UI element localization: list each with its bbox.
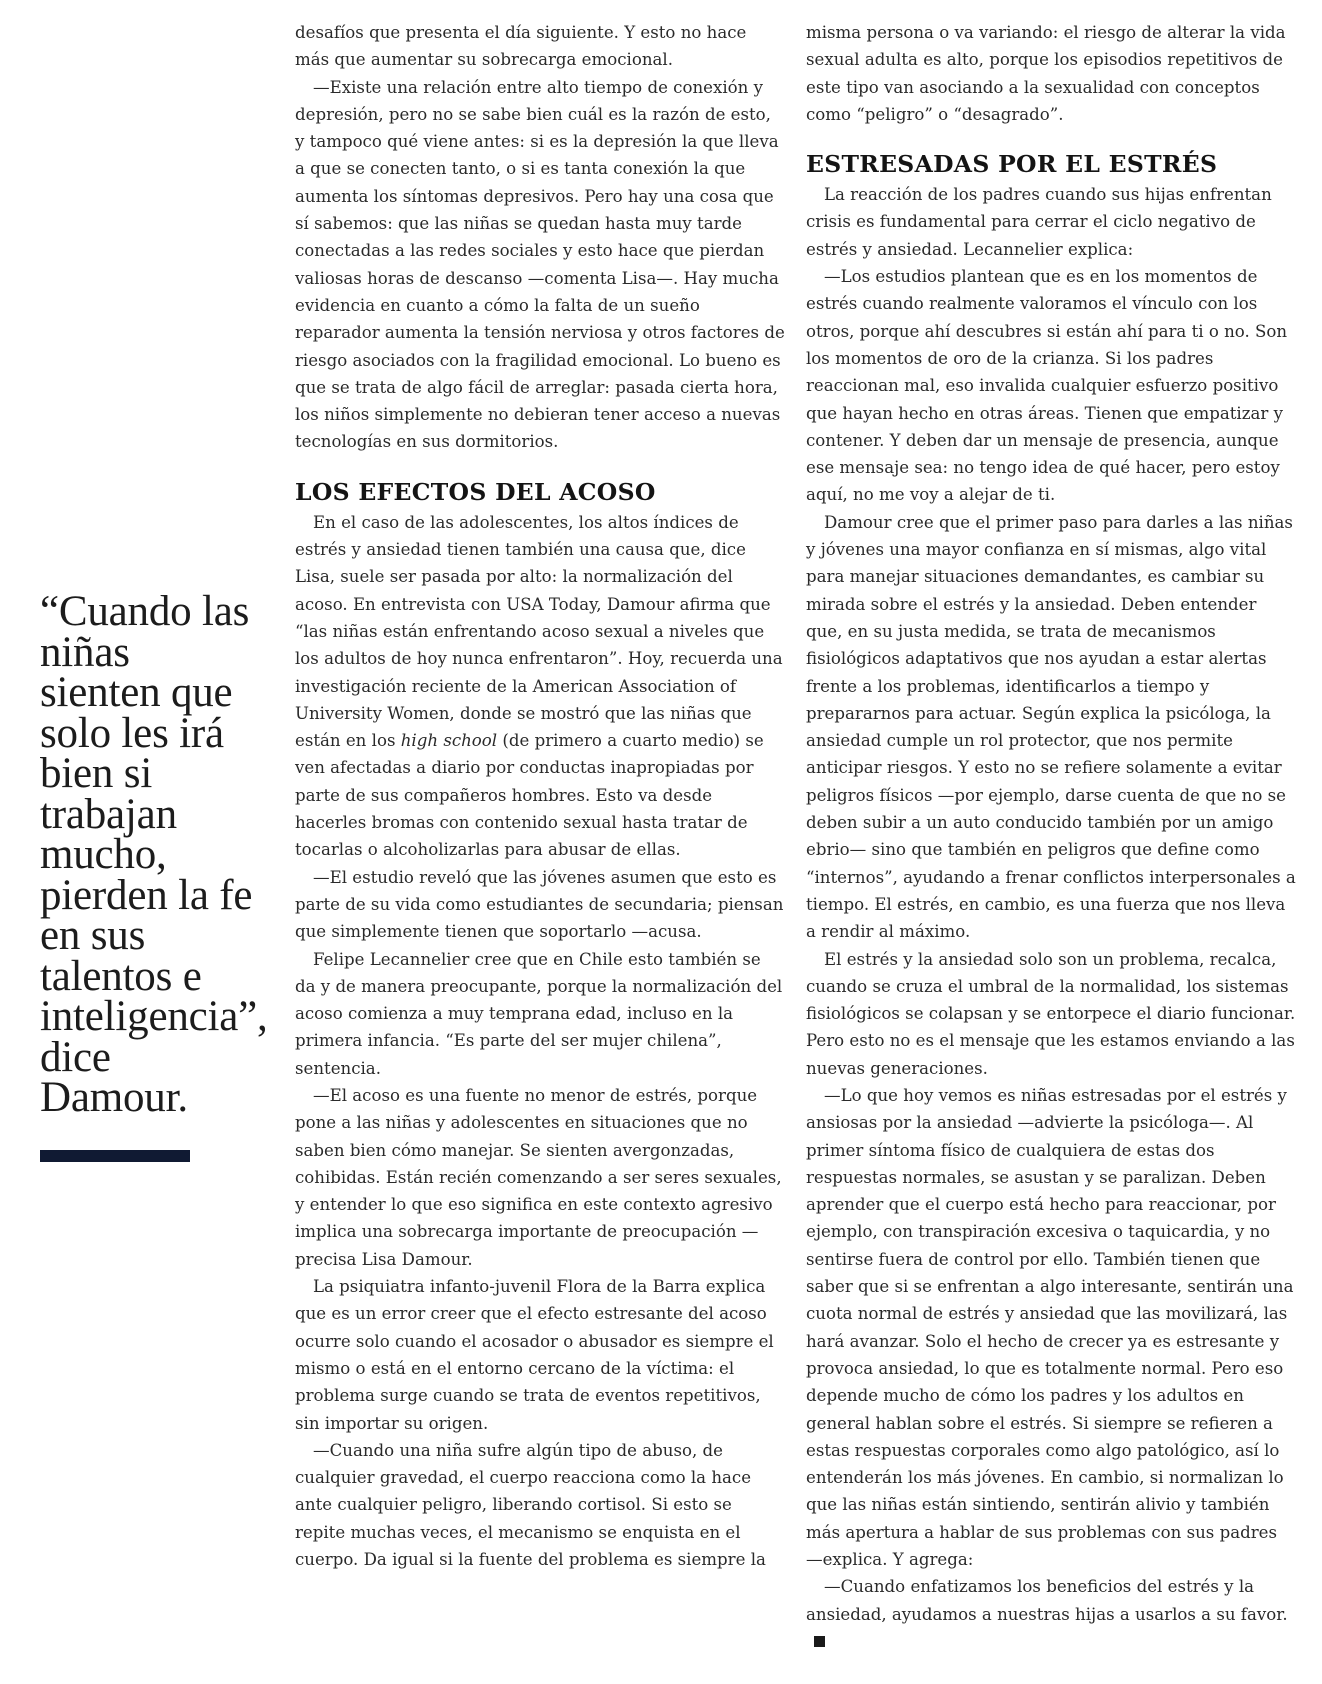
pull-quote-line: pierden la fe (40, 871, 253, 919)
italic-term: high school (400, 731, 498, 751)
paragraph (295, 509, 785, 864)
section-heading: LOS EFECTOS DEL ACOSO (295, 477, 656, 506)
paragraph: —Los estudios plantean que es en los momentos de estrés cuando realmente valoramos el vínculo con los otros, porque ahí descubres si están ahí para ti o no. Son los momentos de oro de la crianza. Si los padres reaccionan mal, eso invalida cualquier esfuerzo positivo que hayan hecho en otras áreas. Tienen que empatizar y contener. Y deben dar un mensaje de presencia, aunque ese mensaje sea: no tengo idea de qué hacer, pero estoy aquí, no me voy a alejar de ti. (806, 267, 1288, 505)
paragraph: —Existe una relación entre alto tiempo de conexión y depresión, pero no se sabe bien cuál es la razón de esto, y tampoco qué viene antes: si es la depresión la que lleva a que se conecten tanto, o si es tanta conexión la que aumenta los síntomas depresivos. Pero hay una cosa que sí sabemos: que las niñas se quedan hasta muy tarde conectadas a las redes sociales y esto hace que pierdan valiosas horas de descanso —comenta Lisa—. Hay mucha evidencia en cuanto a cómo la falta de un sueño reparador aumenta la tensión nerviosa y otros factores de riesgo asociados con la fragilidad emocional. Lo bueno es que se trata de algo fácil de arreglar: pasada cierta hora, los niños simplemente no debieran tener acceso a nuevas tecnologías en sus dormitorios. (295, 77, 785, 452)
pull-quote-line: talentos e (40, 952, 202, 1000)
pull-quote-line: niñas (40, 628, 130, 676)
pull-quote-line: Damour. (40, 1074, 188, 1121)
article-column-1 (295, 19, 785, 1573)
paragraph-text: —Cuando enfatizamos los beneficios del estrés y la ansiedad, ayudamos a nuestras hijas a usarlos a su favor. (806, 1577, 1288, 1624)
paragraph: —El acoso es una fuente no menor de estrés, porque pone a las niñas y adolescentes en situaciones que no saben bien cómo manejar. Se sienten avergonzadas, cohibidas. Están recién comenzando a ser seres sexuales, y entender lo que eso significa en este contexto agresivo implica una sobrecarga importante de preocupación —precisa Lisa Damour. (295, 1085, 782, 1269)
pull-quote-rule (40, 1150, 190, 1162)
paragraph: desafíos que presenta el día siguiente. Y esto no hace más que aumentar su sobrecarga emocional. (295, 23, 747, 70)
paragraph-text: En el caso de las adolescentes, los altos índices de estrés y ansiedad tienen también una causa que, dice Lisa, suele ser pasada por alto: la normalización del acoso. En entrevista con USA Today, Damour afirma que “las niñas están enfrentando acoso sexual a niveles que los adultos de hoy nunca enfrentaron”. Hoy, recuerda una investigación reciente de la American Association of University Women, donde se mostró que las niñas que están en los (295, 512, 783, 751)
paragraph: La psiquiatra infanto-juvenil Flora de la Barra explica que es un error creer que el efecto estresante del acoso ocurre solo cuando el acosador o abusador es siempre el mismo o está en el entorno cercano de la víctima: el problema surge cuando se trata de eventos repetitivos, sin importar su origen. (295, 1277, 774, 1433)
section-heading: ESTRESADAS POR EL ESTRÉS (806, 150, 1218, 179)
paragraph: Felipe Lecannelier cree que en Chile esto también se da y de manera preocupante, porque la normalización del acoso comienza a muy temprana edad, incluso en la primera infancia. “Es parte del ser mujer chilena”, sentencia. (295, 949, 783, 1078)
paragraph: La reacción de los padres cuando sus hijas enfrentan crisis es fundamental para cerrar el ciclo negativo de estrés y ansiedad. Lecannelier explica: (806, 185, 1272, 259)
pull-quote-line: en sus (40, 912, 146, 959)
paragraph-text: (de primero a cuarto medio) se ven afectadas a diario por conductas inapropiadas por parte de sus compañeros hombres. Esto va desde hacerles bromas con contenido sexual hasta tratar de tocarlas o alcoholizarlas para abusar de ellas. (295, 731, 764, 860)
paragraph: —Cuando una niña sufre algún tipo de abuso, de cualquier gravedad, el cuerpo reacciona como la hace ante cualquier peligro, liberando cortisol. Si esto se repite muchas veces, el mecanismo se enquista en el cuerpo. Da igual si la fuente del problema es siempre la (295, 1440, 766, 1570)
end-of-article-mark (814, 1636, 825, 1647)
pull-quote-line: dice (40, 1033, 111, 1081)
pull-quote (40, 588, 280, 1121)
pull-quote-line: “Cuando las (40, 588, 250, 635)
paragraph: —Lo que hoy vemos es niñas estresadas por el estrés y ansiosas por la ansiedad —advierte la psicóloga—. Al primer síntoma físico de cualquiera de estas dos respuestas normales, se asustan y se paralizan. Deben aprender que el cuerpo está hecho para reaccionar, por ejemplo, con transpiración excesiva o taquicardia, y no sentirse fuera de control por ello. También tienen que saber que si se enfrentan a algo interesante, sentirán una cuota normal de estrés y ansiedad que las movilizará, las hará avanzar. Solo el hecho de crecer ya es estresante y provoca ansiedad, lo que es totalmente normal. Pero eso depende mucho de cómo los padres y los adultos en general hablan sobre el estrés. Si siempre se refieren a estas respuestas corporales como algo patológico, así lo entenderán los más jóvenes. En cambio, si normalizan lo que las niñas están sintiendo, sentirán alivio y también más apertura a hablar de sus problemas con sus padres —explica. Y agrega: (806, 1085, 1294, 1570)
pull-quote-line: sienten que (40, 669, 233, 716)
article-column-2 (806, 19, 1296, 1655)
paragraph: El estrés y la ansiedad solo son un problema, recalca, cuando se cruza el umbral de la normalidad, los sistemas fisiológicos se colapsan y se entorpece el diario funcionar. Pero esto no es el mensaje que les estamos enviando a las nuevas generaciones. (806, 949, 1296, 1078)
pull-quote-line: trabajan (40, 790, 177, 838)
pull-quote-line: solo les irá (40, 709, 224, 757)
paragraph: Damour cree que el primer paso para darles a las niñas y jóvenes una mayor confianza en sí mismas, algo vital para manejar situaciones demandantes, es cambiar su mirada sobre el estrés y la ansiedad. Deben entender que, en su justa medida, se trata de mecanismos fisiológicos adaptativos que nos ayudan a estar alertas frente a los problemas, identificarlos a tiempo y prepararnos para actuar. Según explica la psicóloga, la ansiedad cumple un rol protector, que nos permite anticipar riesgos. Y esto no se refiere solamente a evitar peligros físicos —por ejemplo, darse cuenta de que no se deben subir a un auto conducido también por un amigo ebrio— sino que también en peligros que define como “internos”, ayudando a frenar conflictos interpersonales a tiempo. El estrés, en cambio, es una fuerza que nos lleva a rendir al máximo. (806, 512, 1296, 942)
pull-quote-line: bien si (40, 750, 153, 797)
pull-quote-line: mucho, (40, 831, 167, 878)
paragraph: —El estudio reveló que las jóvenes asumen que esto es parte de su vida como estudiantes de secundaria; piensan que simplemente tienen que soportarlo —acusa. (295, 867, 784, 942)
pull-quote-line: inteligencia”, (40, 993, 268, 1040)
paragraph (806, 1573, 1296, 1655)
paragraph: misma persona o va variando: el riesgo de alterar la vida sexual adulta es alto, porque los episodios repetitivos de este tipo van asociando a la sexualidad con conceptos como “peligro” o “desagrado”. (806, 23, 1286, 124)
